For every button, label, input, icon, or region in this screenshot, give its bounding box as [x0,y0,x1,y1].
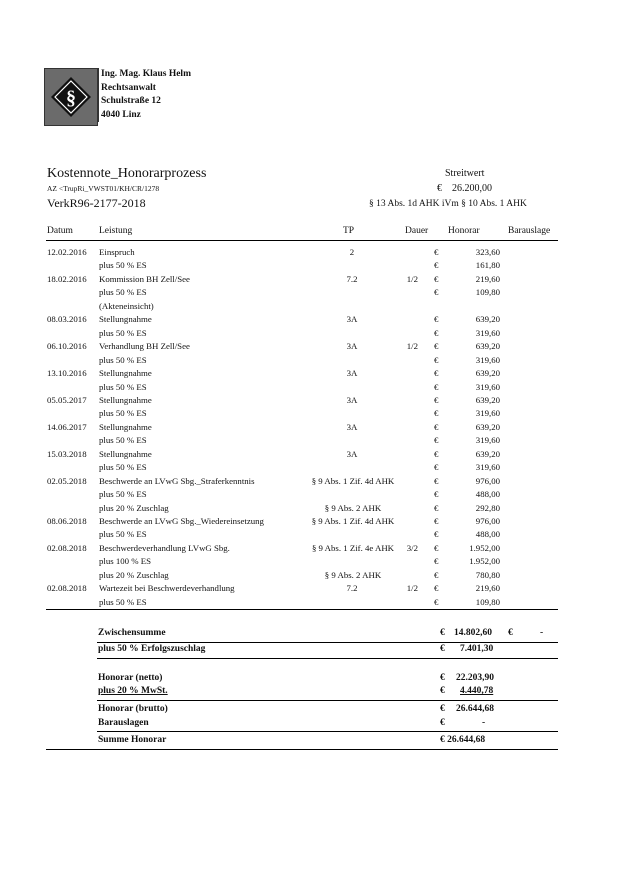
row-euro-sign: € [434,368,439,379]
mwst-rule [97,700,558,701]
lawyer-street: Schulstraße 12 [98,95,191,109]
paragraph-seal-icon [51,77,91,117]
law-firm-logo [44,68,98,126]
mwst-label: plus 20 % MwSt. [98,686,168,696]
lawyer-title: Rechtsanwalt [98,82,191,96]
row-tp: § 9 Abs. 1 Zif. 4d AHK [311,516,395,526]
row-date: 15.03.2018 [47,448,87,459]
row-euro-sign: € [434,502,439,513]
subtotal-rule [97,642,558,643]
row-euro-sign: € [434,596,439,607]
totals-rule [46,609,558,610]
row-date: 05.05.2017 [47,394,87,405]
row-leistung: Kommission BH Zell/See [99,273,190,284]
row-tp: § 9 Abs. 2 AHK [324,569,382,580]
row-dauer: 3/2 [406,542,418,553]
row-leistung: Stellungnahme [99,394,152,405]
row-euro-sign: € [434,529,439,540]
row-dauer: 1/2 [406,341,418,352]
row-honorar: 639,20 [475,421,500,432]
row-euro-sign: € [434,408,439,419]
header-leistung: Leistung [99,226,133,236]
row-euro-sign: € [434,583,439,594]
row-tp: 7.2 [346,583,358,594]
row-leistung: Beschwerde an LVwG Sbg._Straferkenntnis [99,475,255,486]
row-euro-sign: € [434,394,439,405]
row-leistung: plus 50 % ES [99,287,147,298]
row-euro-sign: € [434,475,439,486]
row-date: 06.10.2016 [47,341,87,352]
row-euro-sign: € [434,260,439,271]
row-euro-sign: € [434,247,439,257]
zwischensumme-value: 14.802,60 [454,628,492,638]
row-tp: 3A [346,368,358,379]
netto-label: Honorar (netto) [98,673,163,683]
euro-sign: € [440,718,445,728]
row-honorar: 780,80 [475,569,500,580]
row-euro-sign: € [434,556,439,567]
header-dauer: Dauer [405,226,429,236]
row-leistung: Beschwerdeverhandlung LVwG Sbg. [99,542,230,553]
row-honorar: 488,00 [475,489,500,500]
row-honorar: 639,20 [475,314,500,325]
euro-sign: € [440,644,445,654]
row-honorar: 639,20 [475,394,500,405]
row-leistung: Stellungnahme [99,448,152,459]
header-datum: Datum [47,226,73,236]
row-euro-sign: € [434,327,439,338]
row-honorar: 323,60 [475,247,500,257]
row-leistung: plus 50 % ES [99,435,147,446]
row-tp: 3A [346,421,358,432]
row-honorar: 639,20 [475,448,500,459]
brutto-value: 26.644,68 [456,704,494,714]
euro-sign: € [440,628,445,638]
row-leistung: plus 100 % ES [99,556,152,567]
row-honorar: 976,00 [475,516,500,526]
row-honorar: 319,60 [475,381,500,392]
document-title: Kostennote_Honorarprozess [47,166,207,181]
row-leistung: plus 50 % ES [99,408,147,419]
row-euro-sign: € [434,462,439,473]
row-leistung: plus 50 % ES [99,462,147,473]
row-date: 08.06.2018 [47,516,87,526]
row-date: 02.05.2018 [47,475,87,486]
row-euro-sign: € [434,569,439,580]
erfolgszuschlag-rule [97,658,558,659]
row-honorar: 109,80 [475,287,500,298]
legal-basis: § 13 Abs. 1d AHK iVm § 10 Abs. 1 AHK [369,199,527,209]
header-tp: TP [343,226,355,236]
row-honorar: 161,80 [475,260,500,271]
row-euro-sign: € [434,448,439,459]
row-leistung: (Akteneinsicht) [99,300,154,311]
row-leistung: plus 20 % Zuschlag [99,569,169,580]
row-euro-sign: € [434,287,439,298]
row-leistung: plus 50 % ES [99,596,147,607]
barauslagen-value: - [482,718,486,728]
row-date: 02.08.2018 [47,583,87,594]
zwischensumme-label: Zwischensumme [98,628,166,638]
row-leistung: Einspruch [99,247,135,257]
row-dauer: 1/2 [406,273,418,284]
row-honorar: 109,80 [475,596,500,607]
row-euro-sign: € [434,542,439,553]
row-leistung: Wartezeit bei Beschwerdeverhandlung [99,583,235,594]
final-rule [46,749,558,750]
row-leistung: plus 50 % ES [99,327,147,338]
row-euro-sign: € [434,273,439,284]
header-rule [46,240,558,241]
lawyer-city: 4040 Linz [98,109,191,123]
svg-text:§: § [66,87,76,109]
row-tp: 3A [346,394,358,405]
letterhead-address [98,68,191,122]
row-euro-sign: € [434,516,439,526]
summe-label: Summe Honorar [98,735,167,745]
row-euro-sign: € [434,489,439,500]
row-euro-sign: € [434,341,439,352]
row-leistung: plus 50 % ES [99,260,147,271]
row-date: 12.02.2016 [47,247,87,257]
row-dauer: 1/2 [406,583,418,594]
row-leistung: Stellungnahme [99,368,152,379]
row-tp: 7.2 [346,273,358,284]
row-leistung: Verhandlung BH Zell/See [99,341,190,352]
streitwert-value: € 26.200,00 [437,183,492,194]
mwst-value: 4.440,78 [460,686,494,696]
row-leistung: Stellungnahme [99,314,152,325]
row-date: 13.10.2016 [47,368,87,379]
row-tp: 3A [346,314,358,325]
row-honorar: 1.952,00 [469,556,500,567]
brutto-label: Honorar (brutto) [98,704,168,714]
euro-sign: € [440,673,445,683]
row-date: 14.06.2017 [47,421,87,432]
euro-sign: € [508,628,513,638]
row-honorar: 639,20 [475,341,500,352]
row-tp: 3A [346,448,358,459]
row-honorar: 488,00 [475,529,500,540]
row-honorar: 319,60 [475,354,500,365]
row-honorar: 319,60 [475,435,500,446]
row-euro-sign: € [434,354,439,365]
row-honorar: 976,00 [475,475,500,486]
row-tp: § 9 Abs. 2 AHK [324,502,382,513]
streitwert-label: Streitwert [445,168,485,179]
row-euro-sign: € [434,435,439,446]
row-honorar: 319,60 [475,327,500,338]
row-date: 18.02.2016 [47,273,87,284]
barauslagen-rule [97,731,558,732]
row-honorar: 639,20 [475,368,500,379]
row-leistung: plus 20 % Zuschlag [99,502,169,513]
barauslagen-label: Barauslagen [98,718,149,728]
barauslage-subtotal: - [540,628,544,638]
lawyer-name: Ing. Mag. Klaus Helm [98,68,191,82]
row-honorar: 319,60 [475,408,500,419]
row-euro-sign: € [434,381,439,392]
row-leistung: plus 50 % ES [99,529,147,540]
erfolgszuschlag-label: plus 50 % Erfolgszuschlag [98,644,206,654]
row-honorar: 1.952,00 [469,542,500,553]
row-tp: 2 [349,247,355,257]
row-leistung: plus 50 % ES [99,489,147,500]
row-honorar: 292,80 [475,502,500,513]
row-date: 02.08.2018 [47,542,87,553]
row-honorar: 319,60 [475,462,500,473]
row-leistung: Beschwerde an LVwG Sbg._Wiedereinsetzung [99,516,264,526]
row-tp: § 9 Abs. 1 Zif. 4d AHK [311,475,395,486]
case-number: VerkR96-2177-2018 [47,196,146,210]
row-euro-sign: € [434,421,439,432]
euro-sign: € [440,686,445,696]
row-leistung: plus 50 % ES [99,354,147,365]
row-leistung: plus 50 % ES [99,381,147,392]
row-date: 08.03.2016 [47,314,87,325]
header-honorar: Honorar [448,226,480,236]
header-barauslage: Barauslage [508,226,551,236]
row-tp: § 9 Abs. 1 Zif. 4e AHK [311,542,395,553]
row-euro-sign: € [434,314,439,325]
netto-value: 22.203,90 [456,673,494,683]
summe-value: € 26.644,68 [440,735,486,745]
row-tp: 3A [346,341,358,352]
erfolgszuschlag-value: 7.401,30 [460,644,494,654]
row-honorar: 219,60 [475,583,500,594]
file-reference: AZ <TrupRi_VWST01/KH/CR/1278 [47,184,160,193]
row-leistung: Stellungnahme [99,421,152,432]
euro-sign: € [440,704,445,714]
row-honorar: 219,60 [475,273,500,284]
